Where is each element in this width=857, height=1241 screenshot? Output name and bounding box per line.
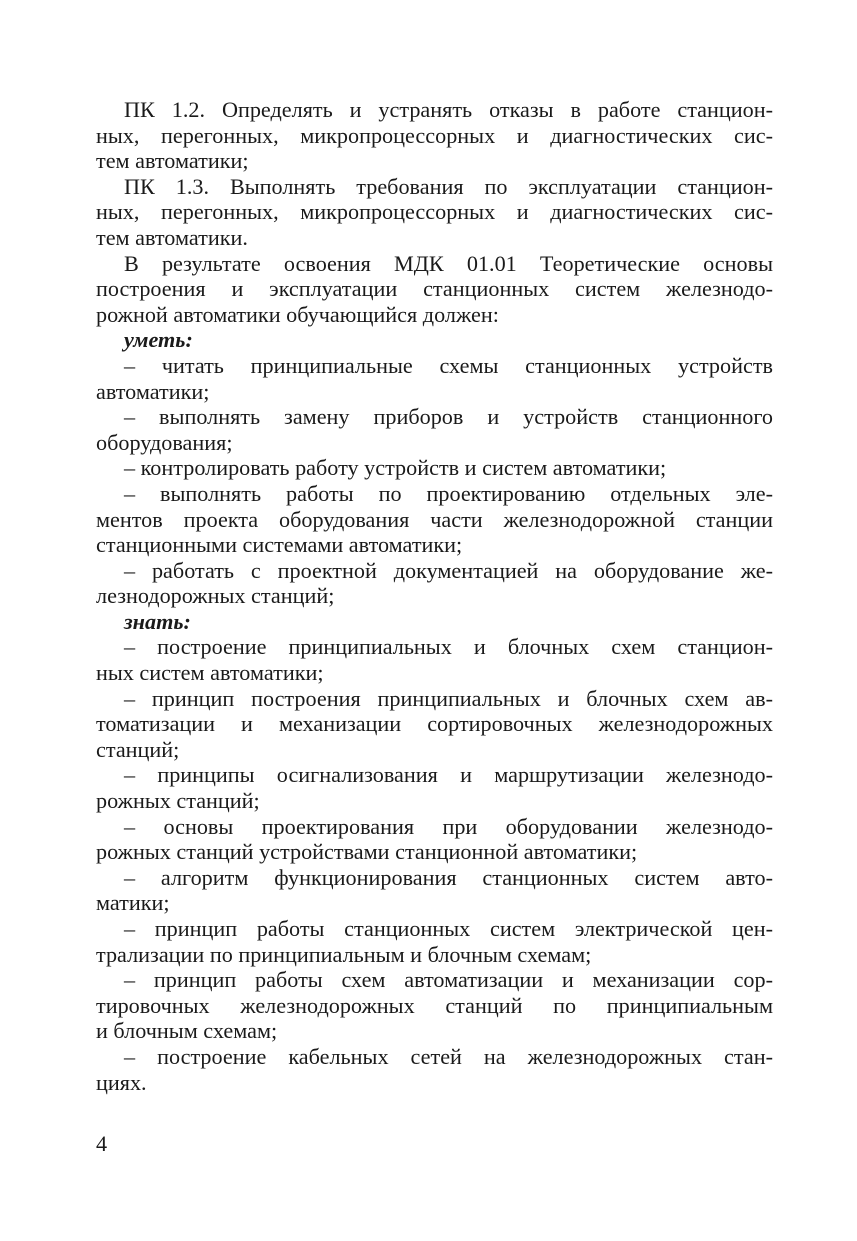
text-line: – основы проектирования при оборудовании железнодо- bbox=[124, 813, 773, 839]
text-line: – работать с проектной документацией на оборудование же- bbox=[124, 557, 773, 583]
text-line: ментов проекта оборудования части железнодорожной станции bbox=[96, 506, 773, 532]
text-line: – построение кабельных сетей на железнодорожных стан- bbox=[124, 1043, 773, 1069]
text-line: станций; bbox=[96, 736, 180, 762]
page-body bbox=[96, 97, 773, 1095]
text-line: циях. bbox=[96, 1069, 147, 1095]
text-line: – принципы осигнализования и маршрутизации железнодо- bbox=[124, 762, 773, 788]
text-line: ных, перегонных, микропроцессорных и диагностических сис- bbox=[96, 199, 773, 225]
text-line: томатизации и механизации сортировочных железнодорожных bbox=[96, 711, 773, 737]
text-line: – читать принципиальные схемы станционных устройств bbox=[124, 352, 773, 378]
text-line: ПК 1.2. Определять и устранять отказы в работе станцион- bbox=[124, 97, 773, 122]
section-heading: знать: bbox=[124, 608, 191, 634]
text-line: и блочным схемам; bbox=[96, 1018, 278, 1044]
text-line: лезнодорожных станций; bbox=[96, 583, 335, 609]
text-line: автоматики; bbox=[96, 378, 210, 404]
text-line: оборудования; bbox=[96, 429, 233, 455]
text-line: ных, перегонных, микропроцессорных и диагностических сис- bbox=[96, 122, 773, 148]
text-line: – построение принципиальных и блочных схем станцион- bbox=[124, 634, 773, 660]
text-line: тировочных железнодорожных станций по принципиальным bbox=[96, 992, 773, 1018]
text-line: матики; bbox=[96, 890, 170, 916]
text-line: – выполнять работы по проектированию отдельных эле- bbox=[124, 480, 773, 506]
text-line: – принцип работы схем автоматизации и механизации сор- bbox=[124, 967, 773, 993]
text-line: рожной автоматики обучающийся должен: bbox=[96, 301, 499, 327]
text-line: тем автоматики; bbox=[96, 148, 249, 174]
text-line: – алгоритм функционирования станционных систем авто- bbox=[124, 864, 773, 890]
text-line: ПК 1.3. Выполнять требования по эксплуатации станцион- bbox=[124, 173, 773, 199]
page-number: 4 bbox=[96, 1131, 108, 1156]
text-line: В результате освоения МДК 01.01 Теоретические основы bbox=[124, 250, 773, 276]
text-line: тем автоматики. bbox=[96, 224, 248, 250]
text-line: рожных станций; bbox=[96, 788, 260, 814]
text-line: трализации по принципиальным и блочным схемам; bbox=[96, 941, 592, 967]
section-heading: уметь: bbox=[124, 327, 193, 353]
text-line: рожных станций устройствами станционной автоматики; bbox=[96, 839, 638, 865]
text-line: построения и эксплуатации станционных систем железнодо- bbox=[96, 276, 773, 302]
text-line: – принцип построения принципиальных и блочных схем ав- bbox=[124, 685, 773, 711]
text-line: станционными системами автоматики; bbox=[96, 532, 463, 558]
text-line: – контролировать работу устройств и систем автоматики; bbox=[124, 455, 667, 481]
text-line: – выполнять замену приборов и устройств станционного bbox=[124, 404, 773, 430]
text-line: – принцип работы станционных систем электрической цен- bbox=[124, 916, 773, 941]
text-line: ных систем автоматики; bbox=[96, 660, 324, 686]
